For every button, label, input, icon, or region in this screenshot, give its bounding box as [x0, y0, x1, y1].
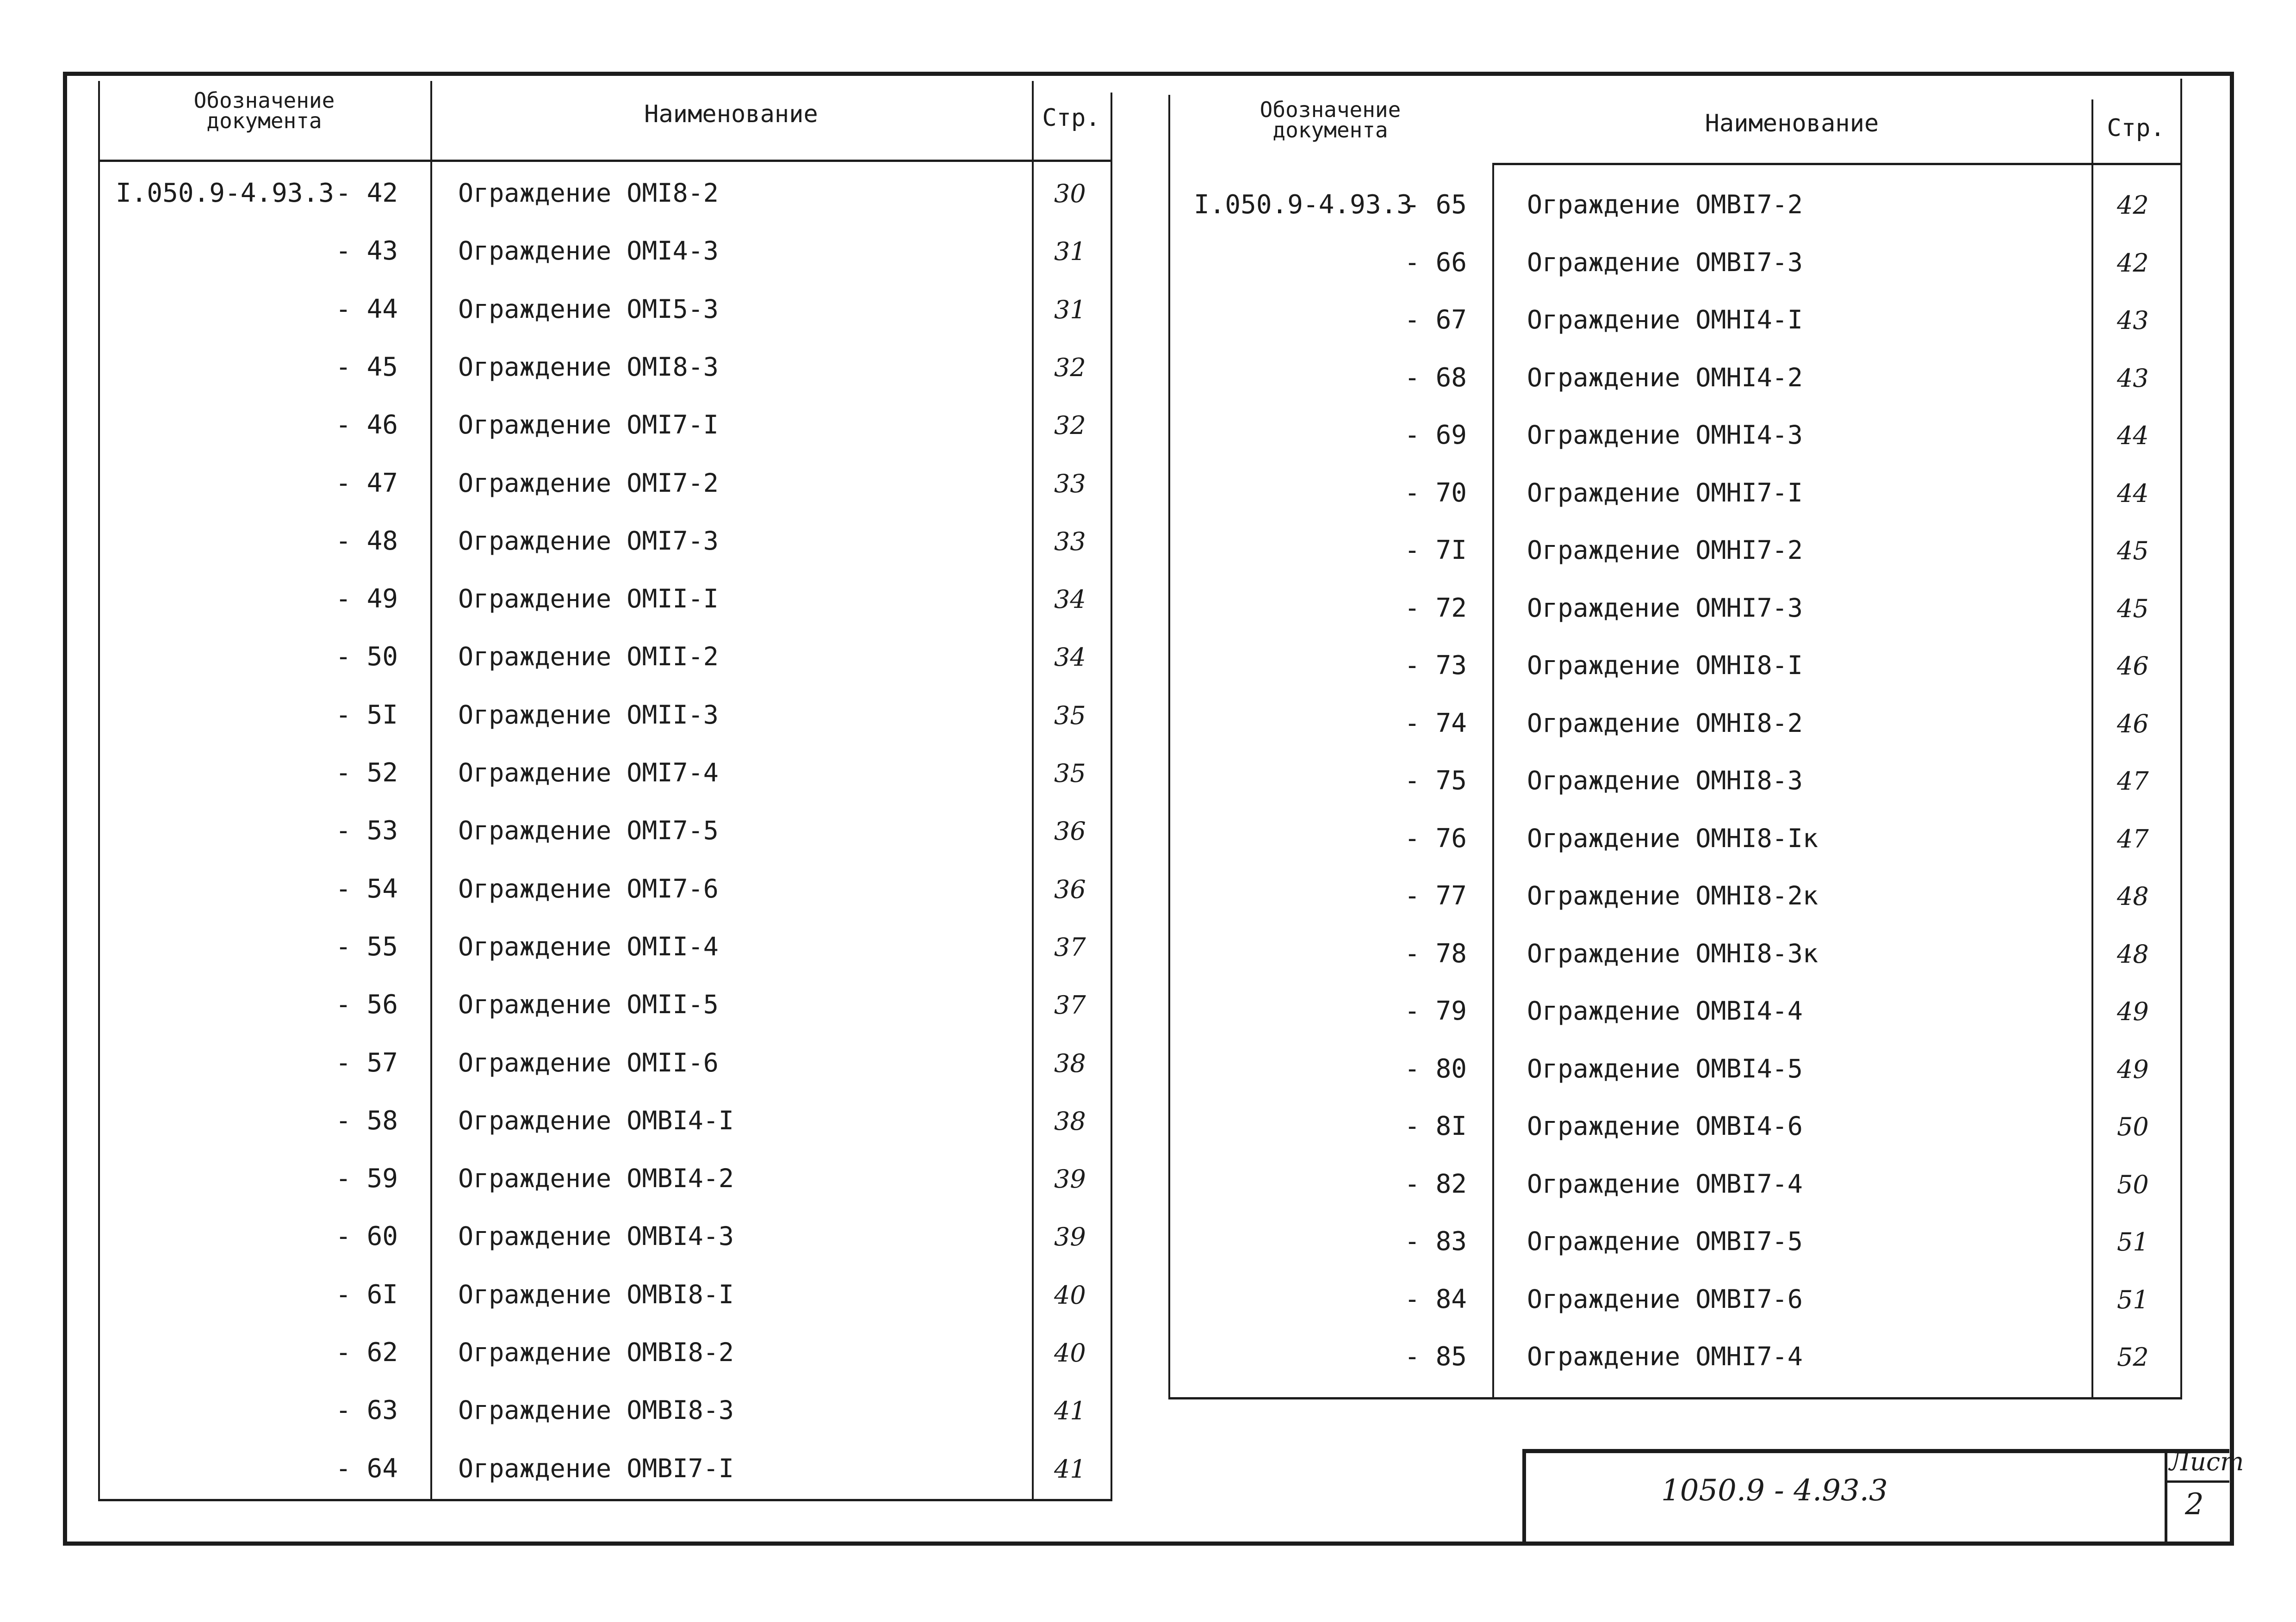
row-number: - 69	[1404, 420, 1467, 450]
stamp-sheet-divider	[2165, 1449, 2167, 1542]
row-page: 32	[1054, 353, 1086, 382]
row-number: - 72	[1404, 593, 1467, 623]
row-number: - 5I	[335, 700, 398, 730]
row-name: Ограждение ОМНI8-I	[1527, 650, 1803, 680]
left-table-bottom-rule	[98, 1499, 1111, 1501]
row-name: Ограждение ОМНI7-4	[1527, 1342, 1803, 1371]
row-page: 52	[2117, 1343, 2149, 1372]
row-number: - 42	[335, 178, 398, 208]
row-number: - 8I	[1404, 1111, 1467, 1141]
row-page: 34	[1054, 643, 1086, 672]
row-page: 38	[1054, 1048, 1086, 1078]
right-header-page: Стр.	[2107, 114, 2165, 142]
row-number: - 82	[1404, 1169, 1467, 1199]
row-name: Ограждение ОМНI4-2	[1527, 362, 1803, 392]
row-number: - 76	[1404, 823, 1467, 854]
row-number: - 66	[1404, 247, 1467, 278]
designation-label-line2: документа	[206, 108, 322, 133]
row-page: 35	[1054, 759, 1086, 788]
row-page: 37	[1054, 991, 1086, 1020]
left-table-divider-1	[430, 81, 432, 1501]
row-name: Ограждение ОМВI7-6	[1527, 1284, 1803, 1314]
row-number: - 58	[335, 1105, 398, 1136]
row-number: - 75	[1404, 766, 1467, 796]
row-page: 46	[2117, 651, 2149, 681]
stamp-sheet-rule	[2165, 1480, 2229, 1483]
row-number: - 45	[335, 352, 398, 382]
left-table-border-right	[1111, 93, 1112, 1501]
right-table-divider-2	[2091, 99, 2093, 1399]
row-page: 40	[1054, 1338, 1086, 1368]
row-name: Ограждение ОМНI7-I	[1527, 477, 1803, 508]
row-name: Ограждение ОМНI4-I	[1527, 305, 1803, 334]
row-page: 32	[1054, 411, 1086, 440]
right-table-border-left	[1168, 95, 1170, 1399]
row-number: - 64	[335, 1453, 398, 1484]
row-page: 31	[1054, 237, 1086, 266]
row-page: 41	[1054, 1396, 1086, 1426]
right-first-code: I.050.9-4.93.3	[1194, 190, 1413, 220]
row-page: 51	[2117, 1227, 2149, 1257]
row-number: - 74	[1404, 708, 1467, 738]
row-number: - 59	[335, 1164, 398, 1194]
row-page: 46	[2117, 709, 2149, 738]
row-page: 44	[2117, 421, 2149, 450]
row-name: Ограждение ОМНI4-3	[1527, 420, 1803, 450]
row-page: 47	[2117, 824, 2149, 854]
left-table-header-rule	[98, 160, 1111, 162]
right-table-border-right	[2180, 79, 2182, 1399]
row-page: 51	[2117, 1285, 2149, 1314]
row-name: Ограждение ОМВI4-I	[458, 1105, 734, 1135]
row-number: - 80	[1404, 1053, 1467, 1084]
row-name: Ограждение ОМII-I	[458, 584, 719, 614]
stamp-left-rule	[1522, 1449, 1526, 1542]
row-name: Ограждение ОМВI4-5	[1527, 1053, 1803, 1083]
row-name: Ограждение ОМI7-6	[458, 873, 719, 904]
row-name: Ограждение ОМНI8-3к	[1527, 938, 1818, 968]
row-number: - 83	[1404, 1226, 1467, 1257]
row-number: - 54	[335, 873, 398, 904]
row-number: - 55	[335, 931, 398, 962]
row-name: Ограждение ОМВI7-5	[1527, 1226, 1803, 1256]
row-page: 47	[2117, 767, 2149, 796]
row-page: 33	[1054, 526, 1086, 556]
drawing-frame	[63, 72, 2234, 1546]
row-number: - 60	[335, 1221, 398, 1252]
designation-label-line1: Обозначение	[1260, 97, 1401, 122]
row-name: Ограждение ОМНI7-3	[1527, 593, 1803, 623]
row-name: Ограждение ОМI7-2	[458, 468, 719, 498]
row-page: 34	[1054, 585, 1086, 614]
row-number: - 65	[1404, 190, 1467, 220]
right-table-divider-1	[1492, 164, 1494, 1399]
row-name: Ограждение ОМI7-I	[458, 410, 719, 440]
row-number: - 73	[1404, 650, 1467, 681]
row-name: Ограждение ОМI8-3	[458, 352, 719, 382]
row-page: 43	[2117, 363, 2149, 393]
row-page: 33	[1054, 469, 1086, 498]
row-name: Ограждение ОМII-2	[458, 642, 719, 672]
stamp-document-code: 1050.9 - 4.93.3	[1661, 1473, 1888, 1508]
row-page: 39	[1054, 1164, 1086, 1194]
stamp-sheet-number: 2	[2185, 1487, 2204, 1522]
row-name: Ограждение ОМII-6	[458, 1047, 719, 1077]
row-page: 36	[1054, 817, 1086, 846]
row-name: Ограждение ОМВI4-3	[458, 1221, 734, 1251]
row-name: Ограждение ОМНI7-2	[1527, 535, 1803, 565]
left-header-page: Стр.	[1042, 104, 1100, 132]
row-name: Ограждение ОМII-5	[458, 990, 719, 1020]
row-name: Ограждение ОМI7-5	[458, 816, 719, 846]
row-name: Ограждение ОМВI4-4	[1527, 996, 1803, 1026]
row-name: Ограждение ОМВI8-3	[458, 1395, 734, 1425]
row-name: Ограждение ОМВI8-I	[458, 1279, 734, 1309]
row-number: - 68	[1404, 362, 1467, 393]
row-page: 50	[2117, 1112, 2149, 1141]
row-page: 49	[2117, 1054, 2149, 1084]
row-name: Ограждение ОМВI7-4	[1527, 1169, 1803, 1199]
left-header-name: Наименование	[644, 100, 818, 128]
row-page: 31	[1054, 295, 1086, 324]
row-name: Ограждение ОМВI7-2	[1527, 190, 1803, 219]
row-number: - 63	[335, 1395, 398, 1426]
row-number: - 7I	[1404, 535, 1467, 565]
row-page: 50	[2117, 1170, 2149, 1199]
row-name: Ограждение ОМI4-3	[458, 236, 719, 266]
row-number: - 56	[335, 990, 398, 1020]
row-name: Ограждение ОМНI8-2	[1527, 708, 1803, 738]
left-header-designation	[98, 90, 430, 131]
row-page: 48	[2117, 882, 2149, 911]
row-page: 43	[2117, 306, 2149, 335]
row-page: 44	[2117, 478, 2149, 508]
row-number: - 43	[335, 236, 398, 266]
row-number: - 57	[335, 1047, 398, 1078]
row-name: Ограждение ОМВI7-3	[1527, 247, 1803, 277]
row-number: - 52	[335, 758, 398, 788]
stamp-sheet-label: Лист	[2169, 1447, 2244, 1476]
row-name: Ограждение ОМI8-2	[458, 178, 719, 208]
row-number: - 78	[1404, 938, 1467, 969]
row-page: 42	[2117, 191, 2149, 220]
row-name: Ограждение ОМI5-3	[458, 294, 719, 324]
row-page: 45	[2117, 536, 2149, 565]
row-number: - 6I	[335, 1279, 398, 1310]
row-number: - 79	[1404, 996, 1467, 1026]
row-page: 38	[1054, 1106, 1086, 1136]
right-table-header-rule	[1492, 163, 2182, 165]
left-first-code: I.050.9-4.93.3	[116, 178, 335, 208]
row-page: 30	[1054, 179, 1086, 208]
row-number: - 46	[335, 410, 398, 440]
row-page: 39	[1054, 1222, 1086, 1252]
row-number: - 49	[335, 584, 398, 614]
right-table-bottom-rule	[1168, 1397, 2182, 1399]
row-page: 41	[1054, 1454, 1086, 1484]
row-page: 48	[2117, 939, 2149, 969]
row-name: Ограждение ОМВI4-2	[458, 1164, 734, 1194]
row-page: 37	[1054, 932, 1086, 962]
row-page: 49	[2117, 997, 2149, 1026]
row-number: - 53	[335, 816, 398, 846]
row-name: Ограждение ОМВI8-2	[458, 1337, 734, 1367]
row-number: - 70	[1404, 477, 1467, 508]
row-name: Ограждение ОМII-4	[458, 931, 719, 961]
row-page: 45	[2117, 594, 2149, 623]
row-name: Ограждение ОМII-3	[458, 700, 719, 730]
row-name: Ограждение ОМНI8-3	[1527, 766, 1803, 795]
row-number: - 85	[1404, 1342, 1467, 1372]
row-page: 36	[1054, 874, 1086, 904]
row-number: - 77	[1404, 881, 1467, 911]
row-number: - 62	[335, 1337, 398, 1368]
left-table-border-left	[98, 81, 100, 1501]
row-name: Ограждение ОМВI4-6	[1527, 1111, 1803, 1141]
row-number: - 48	[335, 526, 398, 556]
row-number: - 44	[335, 294, 398, 324]
stamp-top-rule	[1522, 1449, 2229, 1453]
row-number: - 84	[1404, 1284, 1467, 1314]
row-number: - 47	[335, 468, 398, 498]
row-name: Ограждение ОМI7-3	[458, 526, 719, 556]
row-number: - 50	[335, 642, 398, 672]
row-name: Ограждение ОМНI8-2к	[1527, 881, 1818, 910]
right-header-designation	[1168, 99, 1492, 140]
left-table-divider-2	[1032, 81, 1034, 1501]
row-number: - 67	[1404, 305, 1467, 335]
row-page: 35	[1054, 700, 1086, 730]
row-name: Ограждение ОМI7-4	[458, 758, 719, 787]
row-page: 42	[2117, 248, 2149, 278]
row-name: Ограждение ОМВI7-I	[458, 1453, 734, 1483]
designation-label-line2: документа	[1272, 118, 1388, 142]
designation-label-line1: Обозначение	[193, 88, 335, 113]
row-page: 40	[1054, 1280, 1086, 1310]
right-header-name: Наименование	[1705, 110, 1879, 137]
row-name: Ограждение ОМНI8-Iк	[1527, 823, 1818, 853]
